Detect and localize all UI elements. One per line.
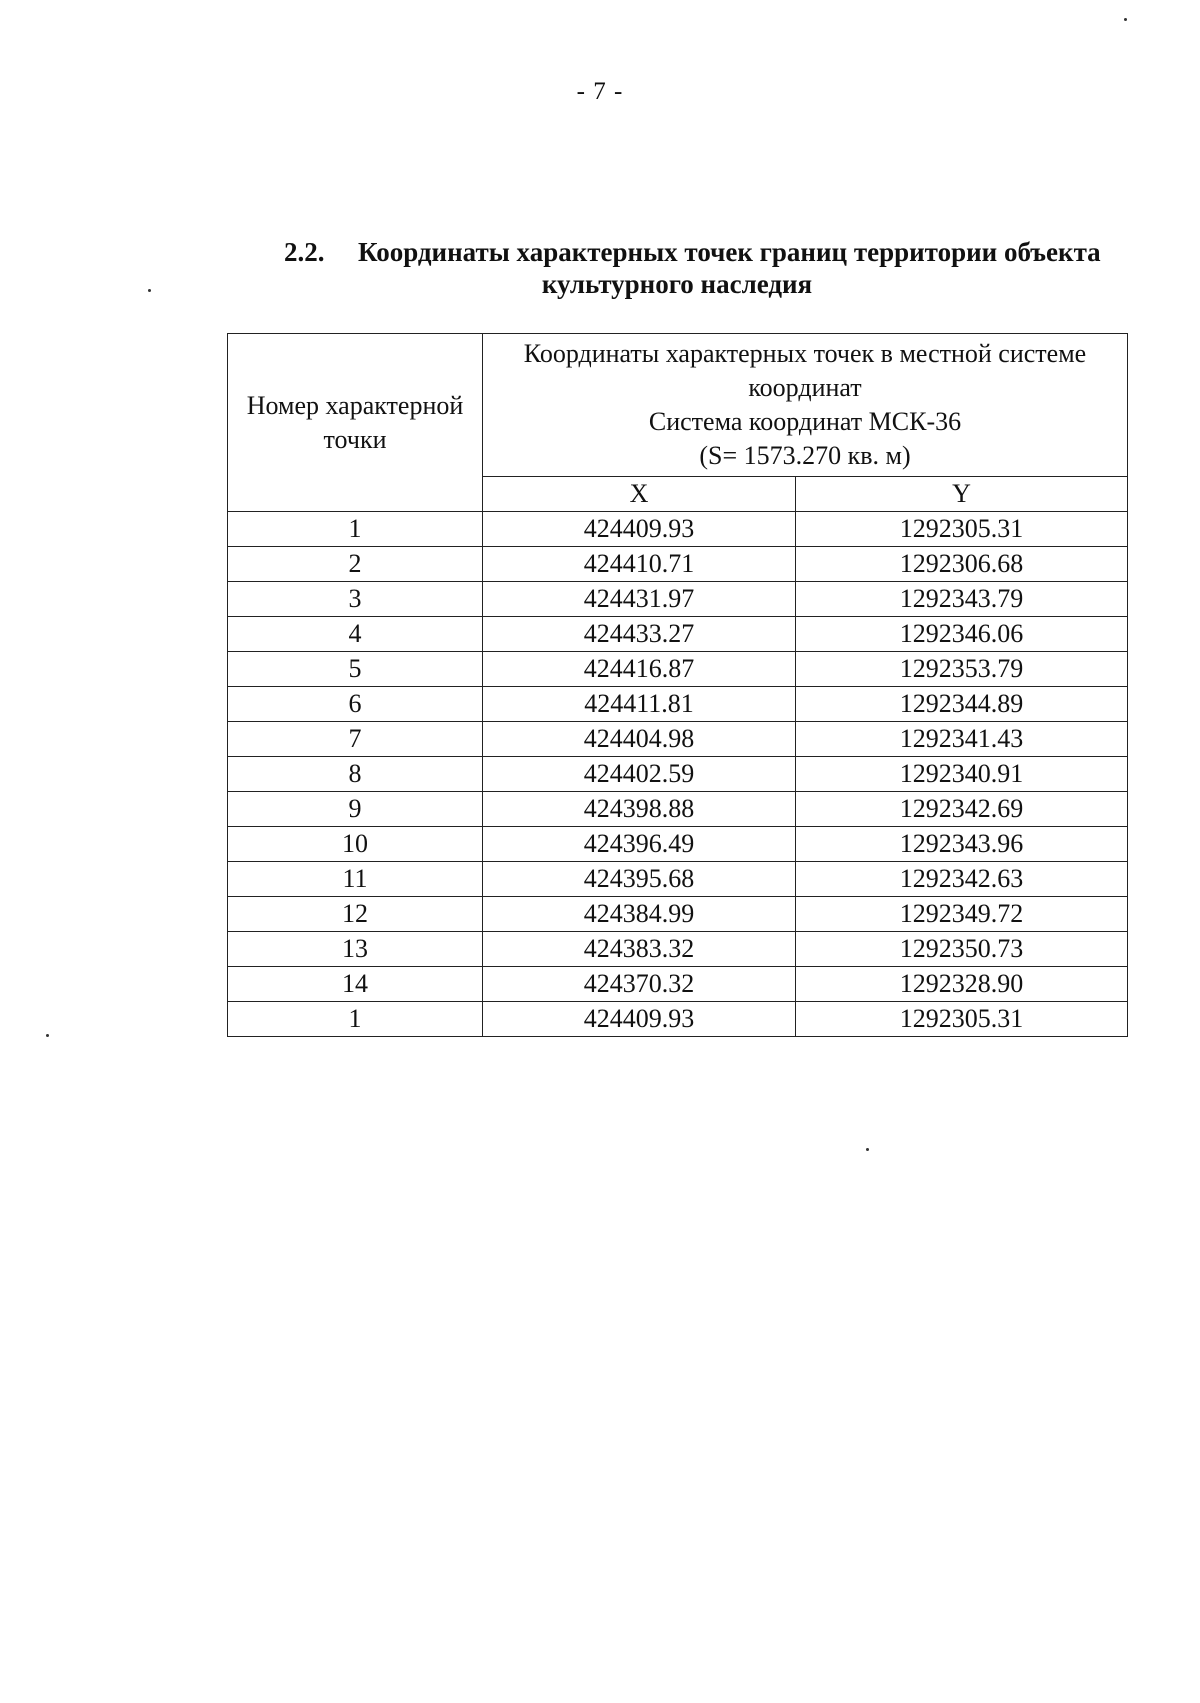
x-coordinate-cell: 424409.93 (483, 1002, 796, 1037)
table-row (228, 757, 1128, 792)
point-number-cell: 5 (228, 652, 483, 687)
x-coordinate-cell: 424396.49 (483, 827, 796, 862)
y-column-header: Y (796, 477, 1128, 512)
coordinates-header-line1: Координаты характерных точек в местной системе координат (523, 339, 1087, 402)
coordinates-table (227, 333, 1128, 1037)
point-number-cell: 12 (228, 897, 483, 932)
area-label: (S= 1573.270 кв. м) (699, 441, 911, 470)
x-coordinate-cell: 424384.99 (483, 897, 796, 932)
y-coordinate-cell: 1292341.43 (796, 722, 1128, 757)
y-coordinate-cell: 1292343.96 (796, 827, 1128, 862)
scan-speck (46, 1034, 49, 1037)
point-number-cell: 9 (228, 792, 483, 827)
y-coordinate-cell: 1292342.69 (796, 792, 1128, 827)
scan-speck (1124, 18, 1127, 21)
point-number-cell: 11 (228, 862, 483, 897)
x-coordinate-cell: 424383.32 (483, 932, 796, 967)
y-coordinate-cell: 1292305.31 (796, 512, 1128, 547)
point-number-cell: 8 (228, 757, 483, 792)
table-row (228, 512, 1128, 547)
scan-speck (148, 289, 151, 292)
table-row (228, 1002, 1128, 1037)
x-coordinate-cell: 424370.32 (483, 967, 796, 1002)
x-coordinate-cell: 424416.87 (483, 652, 796, 687)
table-row (228, 582, 1128, 617)
y-coordinate-cell: 1292340.91 (796, 757, 1128, 792)
y-coordinate-cell: 1292349.72 (796, 897, 1128, 932)
x-coordinate-cell: 424410.71 (483, 547, 796, 582)
y-coordinate-cell: 1292346.06 (796, 617, 1128, 652)
x-coordinate-cell: 424395.68 (483, 862, 796, 897)
table-row (228, 652, 1128, 687)
x-coordinate-cell: 424411.81 (483, 687, 796, 722)
x-coordinate-cell: 424404.98 (483, 722, 796, 757)
coordinates-table-body (228, 512, 1128, 1037)
table-row (228, 967, 1128, 1002)
y-coordinate-cell: 1292344.89 (796, 687, 1128, 722)
table-row (228, 827, 1128, 862)
point-number-header: Номер характерной точки (228, 334, 483, 512)
y-coordinate-cell: 1292350.73 (796, 932, 1128, 967)
y-coordinate-cell: 1292343.79 (796, 582, 1128, 617)
table-row (228, 792, 1128, 827)
point-number-cell: 7 (228, 722, 483, 757)
x-coordinate-cell: 424431.97 (483, 582, 796, 617)
point-number-cell: 1 (228, 1002, 483, 1037)
table-row (228, 617, 1128, 652)
point-number-cell: 10 (228, 827, 483, 862)
point-number-cell: 1 (228, 512, 483, 547)
table-row (228, 547, 1128, 582)
x-coordinate-cell: 424409.93 (483, 512, 796, 547)
coordinate-system-label: Система координат МСК-36 (648, 407, 962, 436)
section-number: 2.2. (284, 237, 325, 267)
section-title-continued: культурного наследия (541, 269, 813, 299)
point-number-cell: 2 (228, 547, 483, 582)
section-heading-line1 (284, 236, 1164, 268)
y-coordinate-cell: 1292328.90 (796, 967, 1128, 1002)
point-number-cell: 4 (228, 617, 483, 652)
section-heading (284, 236, 1164, 300)
y-coordinate-cell: 1292353.79 (796, 652, 1128, 687)
scan-speck (866, 1148, 869, 1151)
table-row (228, 897, 1128, 932)
x-column-header: X (483, 477, 796, 512)
point-number-cell: 14 (228, 967, 483, 1002)
page-number: - 7 - (576, 78, 624, 105)
y-coordinate-cell: 1292306.68 (796, 547, 1128, 582)
point-number-cell: 6 (228, 687, 483, 722)
table-row (228, 687, 1128, 722)
y-coordinate-cell: 1292305.31 (796, 1002, 1128, 1037)
x-coordinate-cell: 424398.88 (483, 792, 796, 827)
coordinates-header (483, 334, 1128, 477)
y-coordinate-cell: 1292342.63 (796, 862, 1128, 897)
point-number-cell: 13 (228, 932, 483, 967)
table-row (228, 722, 1128, 757)
table-row (228, 862, 1128, 897)
table-row (228, 932, 1128, 967)
section-title: Координаты характерных точек границ территории объекта (358, 237, 1101, 267)
point-number-cell: 3 (228, 582, 483, 617)
x-coordinate-cell: 424433.27 (483, 617, 796, 652)
x-coordinate-cell: 424402.59 (483, 757, 796, 792)
